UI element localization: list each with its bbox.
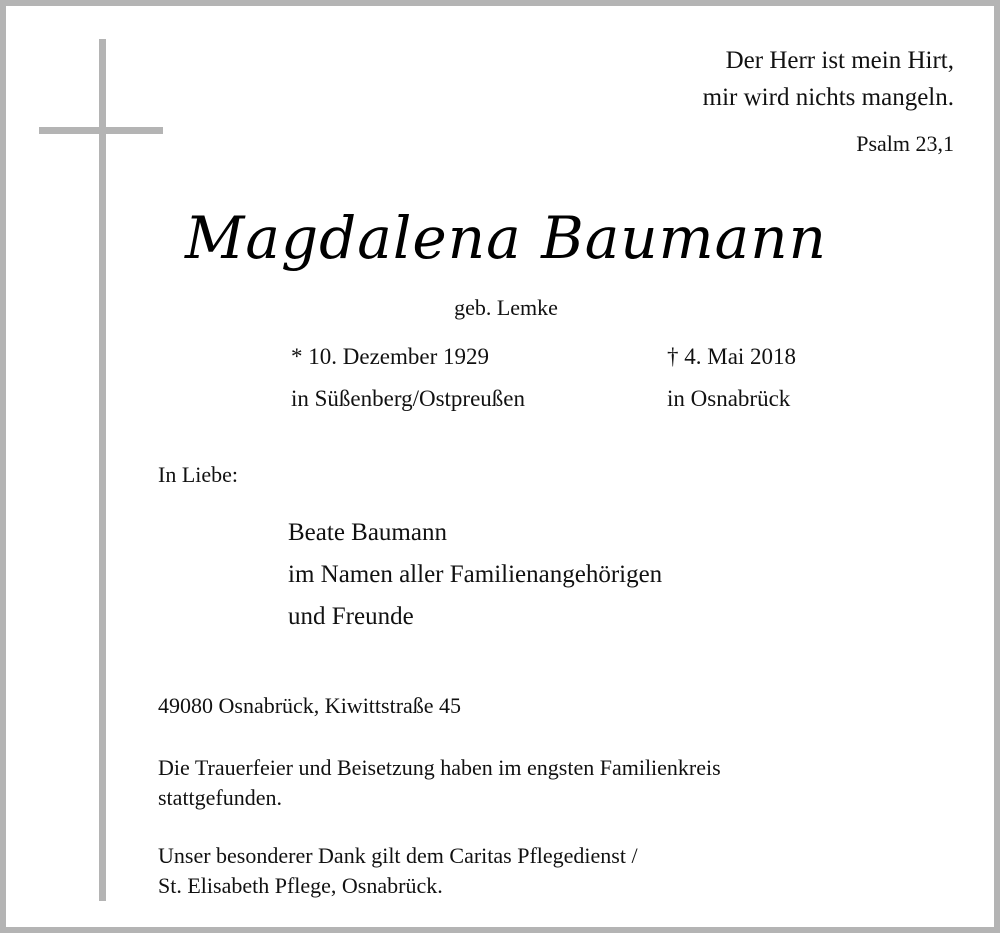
death-info <box>667 336 796 420</box>
funeral-note <box>158 753 721 813</box>
psalm-verse <box>703 42 954 116</box>
deceased-name: Magdalena Baumann <box>185 204 827 272</box>
mourner-line-1: Beate Baumann <box>288 519 447 546</box>
birth-date: * 10. Dezember 1929 <box>291 344 489 369</box>
mourner-line-2: im Namen aller Familienangehörigen <box>288 561 663 588</box>
funeral-note-line-1: Die Trauerfeier und Beisetzung haben im engsten Familienkreis <box>158 755 721 780</box>
verse-line-1: Der Herr ist mein Hirt, <box>725 47 954 74</box>
birth-name: geb. Lemke <box>454 295 558 320</box>
mourners-intro: In Liebe: <box>158 462 239 487</box>
death-place: in Osnabrück <box>667 386 791 411</box>
verse-line-2: mir wird nichts mangeln. <box>702 84 954 111</box>
thanks-note <box>158 841 638 901</box>
death-date: † 4. Mai 2018 <box>667 344 797 369</box>
psalm-reference: Psalm 23,1 <box>856 131 954 156</box>
cross-horizontal-beam <box>39 127 163 134</box>
family-address: 49080 Osnabrück, Kiwittstraße 45 <box>158 693 462 718</box>
birth-place: in Süßenberg/Ostpreußen <box>291 386 526 411</box>
funeral-note-line-2: stattgefunden. <box>158 785 283 810</box>
cross-vertical-beam <box>99 39 106 901</box>
thanks-note-line-2: St. Elisabeth Pflege, Osnabrück. <box>158 873 443 898</box>
birth-info <box>291 336 525 420</box>
mourner-line-3: und Freunde <box>288 603 414 630</box>
thanks-note-line-1: Unser besonderer Dank gilt dem Caritas Pflegedienst / <box>158 843 638 868</box>
mourners-list <box>288 512 662 638</box>
